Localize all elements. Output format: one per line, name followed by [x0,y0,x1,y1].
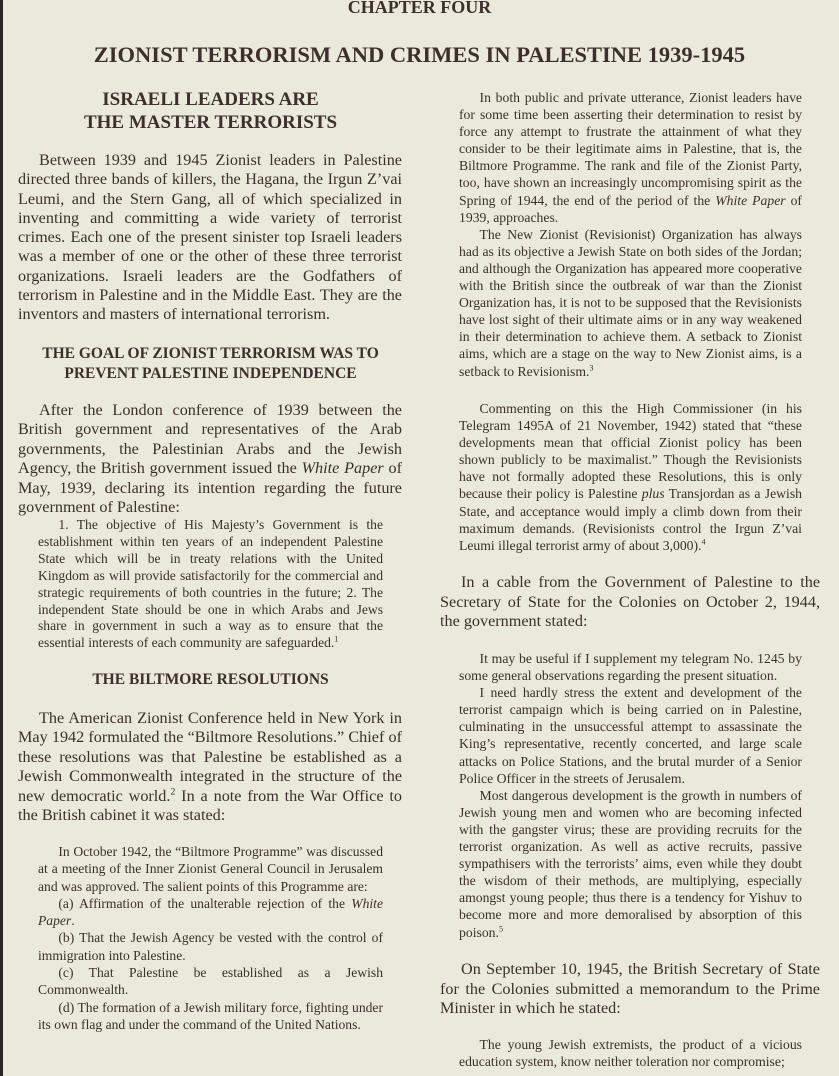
text: The American Zionist Conference held in New York in May 1942 formulated the “Biltmore Resolutions.” Chief of these resolutions was that Palestine be established as a Jewish Commonwealth integrated in the structure of the new democratic world. [18,709,402,805]
italic-word: plus [641,486,665,502]
footnote-ref: 5 [498,923,504,933]
heading-goal [18,344,403,384]
heading-line: THE MASTER TERRORISTS [83,112,338,133]
footnote-ref: 3 [589,362,594,372]
paragraph: In a cable from the Government of Palestine to the Secretary of State for the Colonies on October 2, 1944, the government stated: [440,573,820,631]
italic-title: White Paper [715,192,786,208]
paragraph [18,709,402,825]
text: of May, 1939, declaring its intention regarding the future government of Palestine: [18,459,402,517]
text: After the London conference of 1939 between the British government and representatives of the Arab governments, the Palestinian Arabs and the Jewish Agency, the British government issued the [18,401,402,478]
chapter-label: CHAPTER FOUR [347,0,492,17]
quote-text: Most dangerous development is the growth in numbers of Jewish young men and women who are becoming infected with the gangster virus; these are providing recruits for the terrorist organization. As well as active recruits, passive sympathisers with the terrorists’ aims, even while they doubt the wisdom of their methods, are multiplying, especially amongst young people; thus there is a tendency for Yishuv to become more and more demoralised by absorption of this poison. [459,787,802,940]
block-quote [38,517,383,652]
quote-text: . [71,913,75,929]
page-edge [0,0,3,1076]
quote-text: It may be useful if I supplement my telegram No. 1245 by some general observations regarding the present situation. [459,651,802,684]
footnote-ref: 4 [701,537,706,547]
paragraph: On September 10, 1945, the British Secretary of State for the Colonies submitted a memorandum to the Prime Minister in which he stated: [440,960,820,1018]
block-quote [459,400,802,554]
italic-title: White Paper [301,459,384,478]
block-quote [459,89,802,380]
paragraph [18,401,402,517]
quote-text: of 1939, approaches. [459,192,802,225]
heading-line: PREVENT PALESTINE INDEPENDENCE [64,365,357,382]
footnote-ref: 1 [334,634,339,644]
quote-text: Commenting on this the High Commissioner (in his Telegram 1495A of 21 November, 1942) stated that “these developments mean that official Zionist policy has been shown publicly to be maximalist.” Though the Revisionists have not formally adopted these Resolutions, this is only because their policy is Palestine [459,401,802,502]
footnote-ref: 2 [170,786,176,798]
heading-biltmore: THE BILTMORE RESOLUTIONS [92,671,329,688]
paragraph: Between 1939 and 1945 Zionist leaders in Palestine directed three bands of killers, the Hagana, the Irgun Z’vai Leumi, and the Stern Gang, all of which specialized in inventing and committing a wide variety of terrorist crimes. Each one of the present sinister top Israeli leaders was a member of one or the other of these three terrorist organizations. Israeli leaders are the Godfathers of terrorism in Palestine and in the Middle East. They are the inventors and masters of international terrorism. [18,151,402,324]
quote-text: 1. The objective of His Majesty’s Government is the establishment within ten years of an independent Palestine State which will be in treaty relations with the United Kingdom as will provide satisfactorily for the commercial and strategic requirements of both countries in the future; 2. The independent State should be one in which Arabs and Jews share in government in such a way as to ensure that the essential interests of each community are safeguarded. [38,517,383,651]
heading-line: THE GOAL OF ZIONIST TERRORISM WAS TO [42,345,379,362]
heading-israeli-leaders [18,88,403,134]
text: In a note from the War Office to the British cabinet it was stated: [18,786,402,825]
italic-title: White Paper [38,895,383,929]
chapter-title: ZIONIST TERRORISM AND CRIMES IN PALESTINE 1939-1945 [93,42,746,67]
quote-text: In both public and private utterance, Zionist leaders have for some time been asserting their determination to resist by force any attempt to frustrate the attainment of what they consider to be their legitimate aims in Palestine, that is, the Biltmore Programme. The rank and file of the Zionist Party, too, have shown an increasingly uncompromising spirit as the Spring of 1944, the end of the period of the [459,90,802,208]
quote-text: (c) That Palestine be established as a Jewish Commonwealth. [38,965,383,998]
quote-text: Transjordan as a Jewish State, and acceptance would imply a climb down from their maximum demands. (Revisionists control the Irgun Z’vai Leumi illegal terrorist army of about 3,000). [459,486,803,553]
quote-text: (d) The formation of a Jewish military force, fighting under its own flag and under the command of the United Nations. [38,999,383,1032]
block-quote [459,650,802,941]
block-quote [459,1036,802,1070]
quote-text: The young Jewish extremists, the product of a vicious education system, know neither toleration nor compromise; [459,1037,802,1070]
quote-text: I need hardly stress the extent and development of the terrorist campaign which is being carried on in Palestine, culminating in the unsuccessful attempt to assassinate the King’s representative, recently concerted, and large scale attacks on Police Stations, and the brutal murder of a Senior Police Officer in the streets of Jerusalem. [459,685,802,786]
block-quote [38,843,383,1033]
quote-text: In October 1942, the “Biltmore Programme” was discussed at a meeting of the Inner Zionist General Council in Jerusalem and was approved. The salient points of this Programme are: [38,844,383,894]
heading-line: ISRAELI LEADERS ARE [102,89,319,110]
quote-text: The New Zionist (Revisionist) Organization has always had as its objective a Jewish State on both sides of the Jordan; and although the Organization has appeared more cooperative with the British since the outbreak of war than the Zionist Organization has, it is not to be supposed that the Revisionists have lost sight of their ultimate aims or in any way weakened in their determination to achieve them. A setback to Zionist aims, which are a stage on the way to New Zionist aims, is a setback to Revisionism. [459,226,802,379]
quote-text: (b) That the Jewish Agency be vested with the control of immigration into Palestine. [38,930,383,963]
quote-text: (a) Affirmation of the unalterable rejection of the [58,895,352,911]
